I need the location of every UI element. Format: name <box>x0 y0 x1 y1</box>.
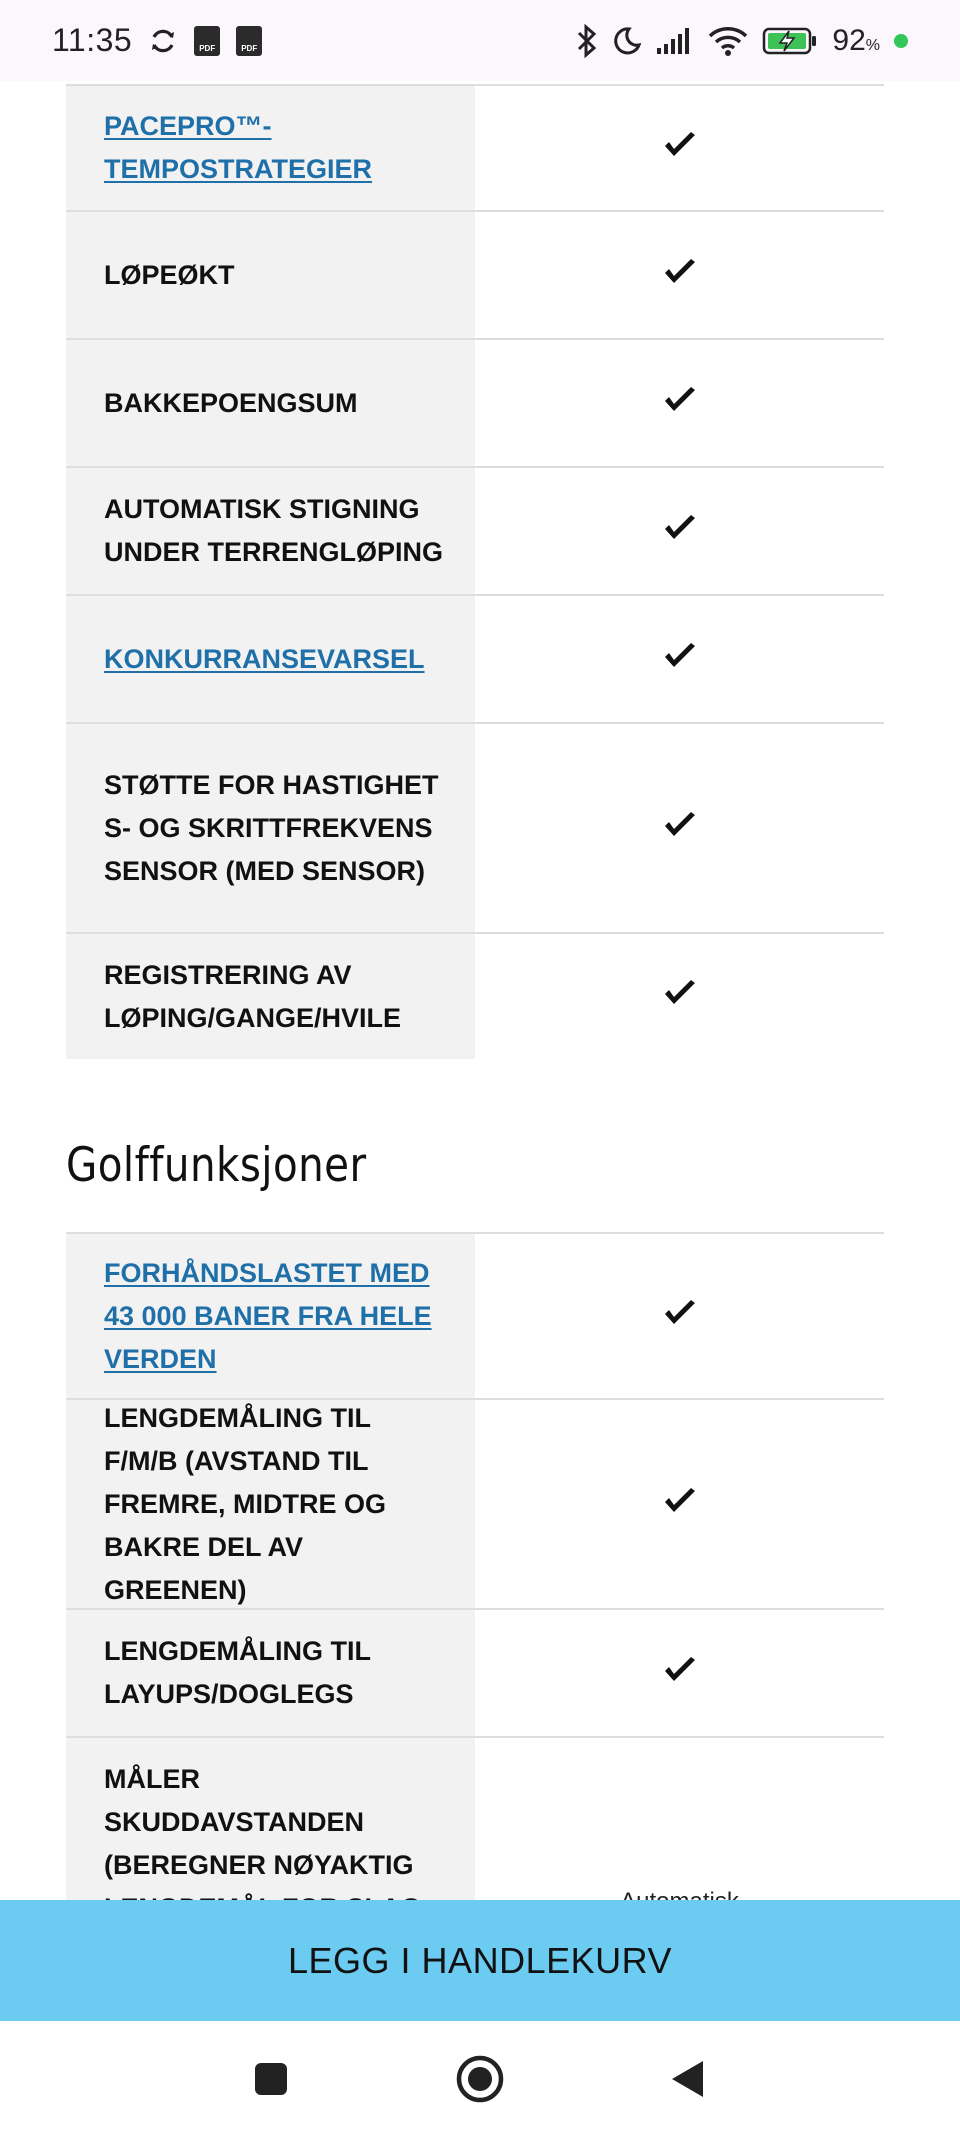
feature-value <box>475 1610 884 1736</box>
feature-value <box>475 1234 884 1398</box>
feature-label: REGISTRERING AV LØPING/GANGE/HVILE <box>66 934 475 1059</box>
feature-label <box>66 86 475 210</box>
table-row <box>66 596 884 724</box>
status-time: 11:35 <box>52 22 133 58</box>
table-row <box>66 468 884 596</box>
check-icon <box>663 811 697 846</box>
feature-value <box>475 468 884 594</box>
feature-label: MÅLER SKUDDAVSTANDEN (BEREGNER NØYAKTIG <box>66 1738 475 2038</box>
check-icon <box>663 979 697 1014</box>
check-icon <box>663 386 697 421</box>
feature-value <box>475 934 884 1059</box>
feature-value <box>475 86 884 210</box>
table-row <box>66 1400 884 1610</box>
table-row <box>66 724 884 934</box>
feature-label: BAKKEPOENGSUM <box>66 340 475 466</box>
table-row <box>66 340 884 468</box>
sync-icon <box>148 26 178 56</box>
feature-value <box>475 212 884 338</box>
pdf-icon: PDF <box>194 26 220 56</box>
check-icon <box>663 1656 697 1691</box>
feature-label: LENGDEMÅLING TIL LAYUPS/DOGLEGS <box>66 1610 475 1736</box>
recents-icon[interactable] <box>243 2051 299 2107</box>
feature-label: AUTOMATISK STIGNING UNDER TERRENGLØPING <box>66 468 475 594</box>
system-nav-bar <box>0 2021 960 2134</box>
feature-link[interactable]: FORHÅNDSLASTET MED 43 000 BANER FRA HELE VERDEN <box>104 1257 432 1374</box>
section-heading-golf: Golffunksjoner <box>66 1138 367 1193</box>
back-icon[interactable] <box>660 2051 716 2107</box>
table-row <box>66 1232 884 1400</box>
table-row <box>66 1610 884 1738</box>
feature-label <box>66 1234 475 1398</box>
battery-percent: 92% <box>832 23 880 57</box>
add-to-cart-button[interactable]: LEGG I HANDLEKURV <box>0 1900 960 2021</box>
table-row <box>66 212 884 340</box>
moon-icon <box>612 26 642 56</box>
battery-charging-icon <box>762 27 818 55</box>
feature-value <box>475 340 884 466</box>
running-features-table <box>66 84 884 1059</box>
feature-value <box>475 596 884 722</box>
feature-label: STØTTE FOR HASTIGHETS- OG SKRITTFREKVENSSENSOR (MED SENSOR) <box>66 724 475 932</box>
feature-link[interactable]: KONKURRANSEVARSEL <box>104 643 425 674</box>
feature-link[interactable]: PACEPRO™-TEMPOSTRATEGIER <box>104 111 373 184</box>
table-row <box>66 934 884 1059</box>
check-icon <box>663 1487 697 1522</box>
wifi-icon <box>708 26 748 56</box>
status-bar <box>0 0 960 81</box>
feature-label <box>66 596 475 722</box>
check-icon <box>663 514 697 549</box>
check-icon <box>663 1299 697 1334</box>
home-icon[interactable] <box>452 2051 508 2107</box>
check-icon <box>663 131 697 166</box>
check-icon <box>663 642 697 677</box>
feature-value <box>475 1400 884 1608</box>
signal-icon <box>656 27 694 55</box>
privacy-indicator-dot <box>894 34 908 48</box>
feature-value <box>475 724 884 932</box>
feature-label: LØPEØKT <box>66 212 475 338</box>
table-row <box>66 84 884 212</box>
bluetooth-icon <box>576 24 598 58</box>
feature-label: LENGDEMÅLING TIL F/M/B (AVSTAND TIL FREMRE, MIDTRE OG BAKRE DEL AV GREENEN) <box>66 1400 475 1608</box>
check-icon <box>663 258 697 293</box>
pdf-icon: PDF <box>236 26 262 56</box>
